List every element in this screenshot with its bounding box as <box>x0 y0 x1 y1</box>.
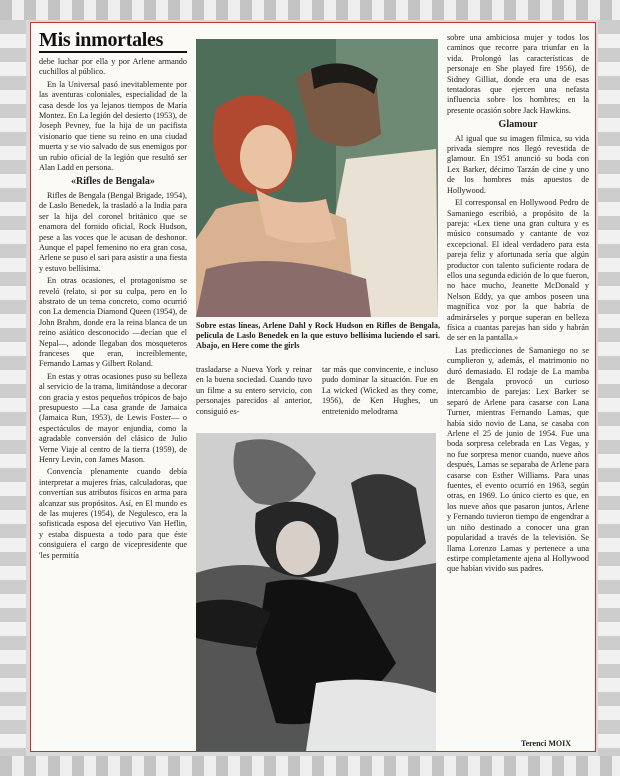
photo-dahl-hudson-illustration <box>196 39 438 317</box>
film-strip-top <box>0 0 620 20</box>
column-1 <box>39 57 187 749</box>
film-strip-right <box>598 20 620 756</box>
col3-paragraph: Las predicciones de Samaniego no se cumplieron y, además, el matrimonio no duró demasiado. El rodaje de La mamba de Bengala provocó un curioso intercambio de parejas: Lex Barker se separó de Arlene para casarse con Lana Turner, mientras Fernando Lamas, que había sido novio de Lana, se casaba con Arlene el 25 de junio de 1954. Fue una boda sorpresa celebrada en Las Vegas, y no fue sorpresa menor cuando, nueve años después, Lamas se separaba de Arlene para casarse con Esther Williams. Para unas fuentes, el evento ocurrió en 1963, según otras, en 1969. Lo único cierto es que, en los nueve años que pasaron juntos, Arlene y Fernando tuvieron tiempo de engendrar a un niño destinado a conocer una gran popularidad a través de la televisión. Se llama Lorenzo Lamas y pertenece a una estirpe completamente ajena al Hollywood que habían vivido sus padres. <box>447 345 589 574</box>
col1-paragraph: Convencía plenamente cuando debía interpretar a mujeres frías, calculadoras, que convertían sus atributos físicos en arma para alcanzar sus propósitos. Así, en El mundo es de las mujeres (1954), de Negulesco, era la sofisticada esposa del ejecutivo Van Heflin, y estaba dispuesta a todo para que éste consiguiera el cargo de vicepresidente que 'les permitía <box>39 467 187 560</box>
photo-dahl-hudson <box>196 39 438 317</box>
col3-paragraph: sobre una ambiciosa mujer y todos los caminos que recorre para triunfar en la vida. Prolongó las características de personaje en She played fire 1956), de Sidney Gilliat, donde era una de esas tentadoras que ejercen una nefasta influencia sobre los hombres; en la presente ocasión sobre Jack Hawkins. <box>447 33 589 115</box>
mid-column-left: trasladarse a Nueva York y reinar en la buena sociedad. Cuando tuvo un filme a su entero servicio, con personajes parecidos al anterior, consiguió es- <box>196 365 312 416</box>
col1-paragraph: En otras ocasiones, el protagonismo se reveló (relato, si por su culpa, pero en lo abstrato de un tema concreto, como ocurrió con La demencia Diamond Queen (1954), de John Brahm, donde era la reina blanca de un reino asiático desconocido —decían que el Nepal—, adonde llegaban dos mosqueteros franceses que eran, increíblemente, Fernando Lamas y Gilbert Roland. <box>39 276 187 369</box>
film-strip-left <box>0 20 26 756</box>
column-3 <box>447 33 589 737</box>
photo-arlene-lace-illustration <box>196 433 436 751</box>
subheading-glamour: Glamour <box>498 119 538 131</box>
section-title: Mis inmortales <box>39 29 164 51</box>
film-strip-bottom <box>0 756 620 776</box>
col3-paragraph: Al igual que su imagen fílmica, su vida privada siempre nos llegó revestida de glamour. En 1951 anunció su boda con Lex Barker, décimo Tarzán de cine y uno de los hombres más apuestos de Hollywood. <box>447 133 589 195</box>
mid-column-right: tar más que convincente, e incluso pudo dominar la situación. Fue en La wicked (Wicked as they come, 1956), de Ken Hughes, un entretenido melodrama <box>322 365 438 416</box>
author-byline: Terenci MOIX <box>521 739 571 748</box>
photo-here-come-the-girls <box>196 433 436 751</box>
article-page <box>30 22 596 752</box>
title-rule <box>39 51 187 53</box>
photo-caption: Sobre estas líneas, Arlene Dahl y Rock Hudson en Rifles de Bengala, película de Laslo Benedek en la que estuvo bellísima luciendo el sari. Abajo, en Here come the girls <box>196 321 440 351</box>
col1-paragraph: debe luchar por ella y por Arlene armando cuchillos al público. <box>39 57 187 77</box>
col1-paragraph: En la Universal pasó inevitablemente por las aventuras coloniales, especialidad de la casa desde los ya lejanos tiempos de María Montez. En La legión del desierto (1953), de Joseph Pevney, fue la hija de un pacifista visionario que tiene su reino en una ciudad muerta y se vio salvado de sus enemigos por un rubio oficial de la legión que resultó ser Alan Ladd en persona. <box>39 79 187 173</box>
subheading-rifles: «Rifles de Bengala» <box>71 176 155 188</box>
col3-paragraph: El corresponsal en Hollywood Pedro de Samaniego escribió, a propósito de la pareja: «Lex tiene una gran cultura y es músico consumado y cantante de voz excepcional. El ideal verdadero para esta pareja feliz y afortunada sería que algún productor con talento suficiente rodara de ellos una segunda edición de lo que fueron, no hace mucho, Jeanette McDonald y Nelson Eddy, ya que ambos poseen una magnífica voz por la que habría de admirárseles y porque superan en belleza física a cuantas parejas han sido y habrán de ser en la pantalla.» <box>447 198 589 343</box>
col1-paragraph: En estas y otras ocasiones puso su belleza al servicio de la trama, limitándose a decorar con gracia y estos pequeños trópicos de bajo presupuesto —La casa grande de Jamaica (Jamaica Run, 1953), de Lewis Foster— o espectáculos de mayor enjundia, como la agradable conversión del clásico de Julio Verne Viaje al centro de la tierra (1959), de Henry Levin, con James Mason. <box>39 371 187 465</box>
col1-paragraph: Rifles de Bengala (Bengal Brigade, 1954), de Laslo Benedek, la trasladó a la India para ser la hija del coronel británico que se enamora del fornido oficial, Rock Hudson, pese a las voces que le acusan de deshonor. Aunque el papel femenino no era gran cosa, Arlene se puso el sari para asistir a una fiesta y estuvo bellísima. <box>39 190 187 273</box>
